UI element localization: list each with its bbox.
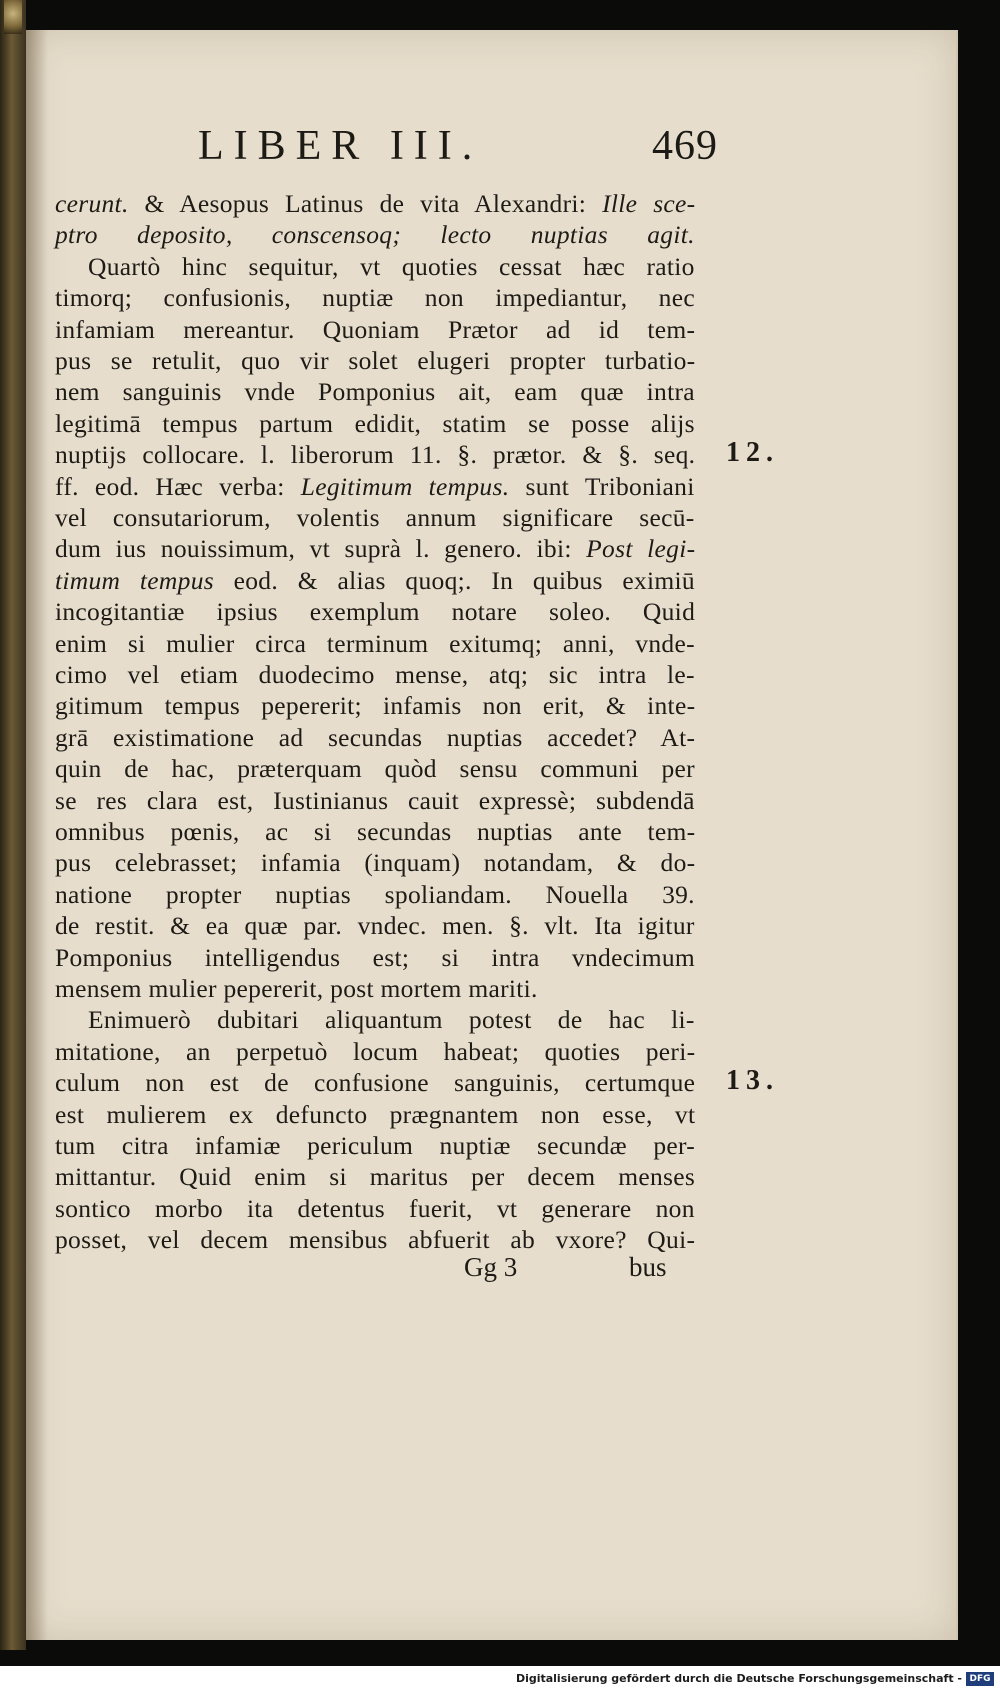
text-line: [55, 314, 695, 346]
text-segment: Quartò hinc sequitur, vt quoties cessat hæc ratio: [88, 251, 695, 281]
text-line: [55, 408, 695, 440]
text-line: [55, 753, 695, 785]
text-segment: nuptijs collocare. l. liberorum 11. §. prætor. & §. seq.: [55, 440, 696, 470]
credit-bar: [0, 1666, 1000, 1695]
catchword: bus: [629, 1252, 667, 1282]
margin-note: 13.: [726, 1065, 779, 1097]
page-header: [26, 122, 956, 182]
text-line: [55, 533, 695, 565]
text-segment: grā existimatione ad secundas nuptias accedet? At-: [55, 722, 696, 752]
text-line: [55, 1036, 695, 1068]
text-line: [55, 282, 695, 314]
dfg-logo: DFG: [966, 1672, 994, 1686]
text-line: [55, 502, 695, 534]
text-segment: & Aesopus Latinus de vita Alexandri:: [128, 189, 603, 218]
text-segment: dum ius nouissimum, vt suprà l. genero. ibi:: [55, 534, 587, 564]
text-line: [55, 973, 538, 1005]
text-segment: pus celebrasset; infamia (inquam) notandam, & do-: [55, 848, 696, 878]
text-line: [88, 251, 695, 283]
italic-text: ptro deposito, conscensoq; lecto nuptias agit.: [55, 220, 695, 250]
text-segment: ff. eod. Hæc verba:: [55, 471, 301, 501]
text-line: [55, 659, 695, 691]
text-line: [55, 439, 695, 471]
text-segment: mitatione, an perpetuò locum habeat; quoties peri-: [55, 1036, 696, 1066]
text-line: [55, 471, 695, 503]
text-line: [55, 1193, 695, 1225]
text-line: [55, 1099, 695, 1131]
text-segment: legitimā tempus partum edidit, statim se posse alijs: [55, 408, 695, 438]
text-segment: mensem mulier pepererit, post mortem mariti.: [55, 974, 538, 1003]
text-segment: quin de hac, præterquam quòd sensu communi per: [55, 754, 695, 784]
book-binding: [0, 0, 26, 1650]
text-line: [55, 1067, 695, 1099]
text-line: [55, 1130, 695, 1162]
text-segment: se res clara est, Iustinianus cauit expressè; subdendā: [55, 785, 695, 815]
text-line: [55, 1161, 695, 1193]
text-segment: culum non est de confusione sanguinis, certumque: [55, 1068, 696, 1098]
text-segment: mittantur. Quid enim si maritus per decem menses: [55, 1162, 696, 1192]
book-page: [26, 30, 958, 1640]
text-line: [55, 219, 695, 251]
text-segment: Pomponius intelligendus est; si intra vndecimum: [55, 942, 696, 972]
text-segment: cimo vel etiam duodecimo mense, atq; sic intra le-: [55, 660, 695, 689]
text-line: [55, 690, 695, 722]
text-line: [88, 1004, 695, 1036]
text-line: [55, 596, 695, 628]
text-line: [55, 565, 695, 597]
italic-text: Post legi-: [586, 534, 696, 564]
text-segment: timorq; confusionis, nuptiæ non impediantur, nec: [55, 283, 695, 313]
text-line: [55, 188, 695, 220]
text-segment: sontico morbo ita detentus fuerit, vt generare non: [55, 1193, 695, 1223]
text-line: [55, 345, 695, 377]
text-line: [55, 847, 695, 879]
credit-text: Digitalisierung gefördert durch die Deutsche Forschungsgemeinschaft -: [515, 1672, 962, 1685]
text-segment: omnibus pœnis, ac si secundas nuptias ante tem-: [55, 817, 696, 846]
text-line: [55, 785, 695, 817]
text-line: [55, 816, 695, 848]
text-segment: sunt Triboniani: [509, 471, 695, 501]
text-segment: gitimum tempus pepererit; infamis non erit, & inte-: [55, 691, 696, 721]
signature-mark: Gg 3: [464, 1252, 518, 1282]
text-segment: pus se retulit, quo vir solet elugeri propter turbatio-: [55, 346, 696, 375]
text-segment: eod. & alias quoq;. In quibus eximiū: [213, 565, 695, 595]
gutter-shadow: [26, 30, 48, 1640]
margin-note: 12.: [726, 437, 779, 469]
text-segment: vel consutariorum, volentis annum significare secū-: [55, 503, 695, 532]
text-line: [55, 1224, 695, 1256]
text-line: [55, 942, 695, 974]
text-segment: tum citra infamiæ periculum nuptiæ secundæ per-: [55, 1131, 696, 1160]
text-segment: Enimuerò dubitari aliquantum potest de hac li-: [88, 1005, 695, 1035]
text-segment: infamiam mereantur. Quoniam Prætor ad id tem-: [55, 314, 696, 344]
text-line: [55, 879, 695, 911]
running-head: LIBER III.: [198, 123, 483, 169]
italic-text: cerunt.: [55, 189, 129, 218]
text-segment: natione propter nuptias spoliandam. Nouella 39.: [55, 879, 695, 909]
text-segment: est mulierem ex defuncto prægnantem non esse, vt: [55, 1099, 696, 1129]
text-line: [55, 722, 695, 754]
text-segment: nem sanguinis vnde Pomponius ait, eam quæ intra: [55, 377, 695, 407]
page-number: 469: [652, 123, 718, 169]
text-segment: incogitantiæ ipsius exemplum notare soleo. Quid: [55, 597, 696, 627]
text-segment: enim si mulier circa terminum exitumq; anni, vnde-: [55, 628, 695, 658]
text-line: [55, 628, 695, 660]
italic-text: timum tempus: [55, 565, 214, 595]
text-line: [55, 376, 695, 408]
italic-text: Ille sce-: [602, 189, 696, 218]
binding-tie: [4, 0, 22, 34]
italic-text: Legitimum tempus.: [300, 471, 510, 501]
text-segment: posset, vel decem mensibus abfuerit ab vxore? Qui-: [55, 1225, 696, 1255]
text-line: [55, 910, 695, 942]
text-segment: de restit. & ea quæ par. vndec. men. §. vlt. Ita igitur: [55, 911, 695, 941]
